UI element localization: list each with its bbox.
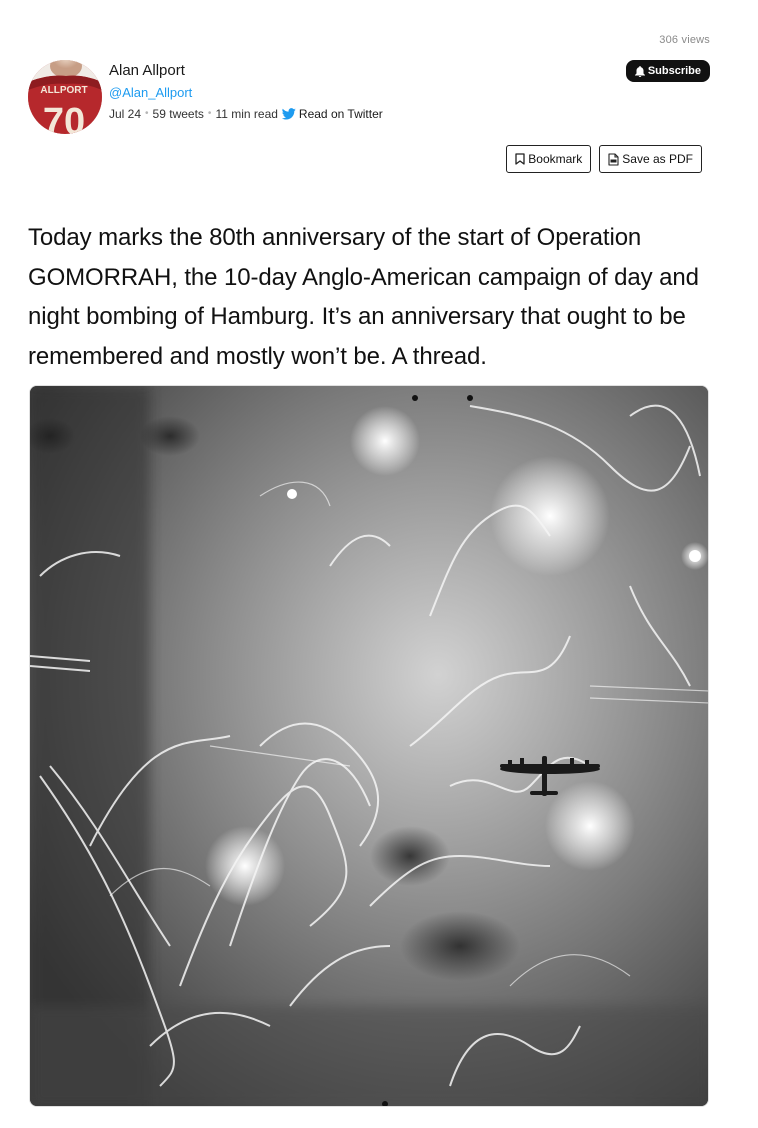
bell-icon [635, 66, 645, 77]
separator-dot: • [207, 108, 212, 119]
save-pdf-label: Save as PDF [622, 152, 693, 166]
thread-meta [109, 106, 383, 122]
author-handle[interactable]: @Alan_Allport [109, 85, 193, 100]
bookmark-icon [515, 153, 525, 165]
separator-dot: • [145, 108, 149, 119]
subscribe-label: Subscribe [647, 65, 701, 77]
subscribe-button[interactable] [626, 60, 710, 82]
tweet-photo[interactable] [29, 385, 709, 1107]
avatar-jersey-name: ALLPORT [40, 85, 88, 96]
avatar[interactable] [28, 60, 102, 134]
bookmark-label: Bookmark [528, 152, 583, 166]
bookmark-button[interactable] [506, 145, 591, 173]
tweet-text: Today marks the 80th anniversary of the start of Operation GOMORRAH, the 10-day Anglo-American campaign of day and night bombing of Hamburg. It’s an anniversary that ought to be remembered and mostly won’t be. A thread. [28, 224, 699, 370]
tweet-count: 59 tweets [152, 107, 204, 121]
post-date: Jul 24 [109, 107, 142, 121]
read-time: 11 min read [215, 107, 278, 121]
avatar-jersey-number: 70 [42, 101, 86, 134]
avatar-image [28, 60, 102, 134]
twitter-bird-icon [282, 108, 296, 120]
pdf-icon [608, 153, 619, 166]
thread-header [28, 60, 710, 140]
save-pdf-button[interactable] [599, 145, 702, 173]
view-count: 306 views [659, 34, 710, 46]
thread-actions [506, 145, 702, 173]
bombing-raid-photo [30, 386, 709, 1107]
author-name[interactable]: Alan Allport [109, 62, 185, 79]
read-on-twitter-label: Read on Twitter [298, 107, 383, 121]
read-on-twitter-link[interactable] [282, 106, 383, 122]
author-block [109, 62, 383, 122]
